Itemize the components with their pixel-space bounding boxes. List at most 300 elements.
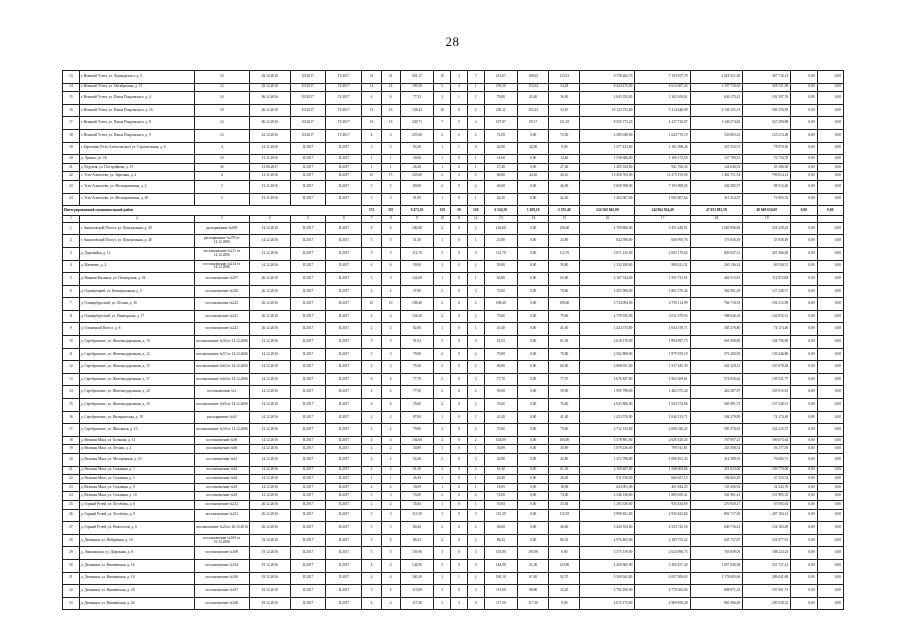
table-cell: д. Великая Мяса, ул. Сплавная, д. 8: [79, 483, 194, 492]
table-cell: 0,00: [817, 193, 844, 206]
table-cell: 1: [434, 155, 451, 164]
table-cell: 103,90: [484, 547, 518, 560]
table-cell: 79,80: [549, 348, 580, 361]
column-number: 5: [290, 216, 326, 223]
table-cell: 18,09: [549, 483, 580, 492]
table-cell: 30,89: [400, 445, 434, 454]
table-cell: 125 213,48: [743, 129, 791, 142]
table-cell: постановление №58 от 14.12.2006: [194, 424, 249, 437]
section-total: 1 209,10: [518, 206, 549, 216]
column-number: 15: [549, 216, 580, 223]
table-cell: 2: [381, 285, 400, 298]
table-cell: 0,00: [817, 172, 844, 181]
table-cell: 79,80: [484, 348, 518, 361]
table-cell: 79,80: [400, 348, 434, 361]
table-cell: 2 626 520,45: [635, 436, 690, 445]
table-cell: 822 590,00: [580, 235, 635, 248]
table-cell: д. Серебровские, ул. Железнодорожная, д. 20: [79, 386, 194, 399]
table-row: [63, 500, 844, 509]
table-cell: 77,50: [400, 386, 434, 399]
table-cell: 20: [63, 454, 80, 467]
table-cell: д. Серебровские, ул. Железнодорожная, д. 17: [79, 373, 194, 386]
table-cell: 0: [451, 298, 468, 311]
table-cell: II.2017: [326, 373, 362, 386]
table-cell: 2: [381, 445, 400, 454]
table-cell: 0,00: [817, 310, 844, 323]
table-cell: д. Лукино, ул. 16: [79, 155, 194, 164]
table-cell: 1 293 330,00: [580, 500, 635, 509]
table-cell: 60,00: [484, 172, 518, 181]
table-cell: 305 276,80: [690, 323, 743, 336]
table-cell: 2 635 806,00: [580, 399, 635, 412]
table-cell: 26.12.2016: [249, 310, 290, 323]
table-cell: 863 396,20: [690, 597, 743, 610]
table-cell: 74,00: [484, 492, 518, 501]
table-cell: 5: [381, 547, 400, 560]
table-cell: II.2017: [290, 386, 326, 399]
table-cell: 2: [467, 285, 484, 298]
table-cell: 941 760,43: [635, 163, 690, 172]
table-cell: 1: [434, 323, 451, 336]
table-row: [63, 117, 844, 130]
table-cell: 79,60: [549, 310, 580, 323]
table-cell: 5: [362, 547, 381, 560]
table-cell: 158,43: [400, 104, 434, 117]
table-cell: 67 005,04: [743, 500, 791, 509]
section-total: 144 964 924,40: [635, 206, 690, 216]
table-cell: 3: [434, 547, 451, 560]
table-cell: 1 644 770,19: [635, 129, 690, 142]
table-cell: 0,00: [791, 424, 817, 437]
table-cell: 0: [451, 310, 468, 323]
table-cell: 51,30: [400, 235, 434, 248]
table-cell: 4: [451, 83, 468, 92]
table-cell: 24: [63, 492, 80, 501]
table-cell: 1 995 798,00: [580, 386, 635, 399]
table-cell: 35,84: [400, 500, 434, 509]
table-cell: 0: [451, 445, 468, 454]
table-cell: 25,20: [549, 585, 580, 598]
table-cell: 265 136,12: [690, 260, 743, 273]
table-row: [63, 83, 844, 92]
table-cell: 0,00: [518, 163, 549, 172]
table-cell: 207 194,13: [743, 509, 791, 522]
table-cell: 441 120,12: [690, 361, 743, 374]
table-cell: 30: [63, 559, 80, 572]
table-cell: 14.12.2016: [249, 454, 290, 467]
table-cell: 2: [434, 260, 451, 273]
section-total: 371: [362, 206, 381, 216]
table-cell: 13.11.2016: [249, 193, 290, 206]
table-row: [63, 155, 844, 164]
table-cell: с. Усть-Алексеево, ул. Мелиоративная, д. 20: [79, 193, 194, 206]
table-cell: 117,30: [400, 597, 434, 610]
table-cell: 3: [451, 597, 468, 610]
table-cell: 19.12.2016: [249, 572, 290, 585]
table-cell: II.2017: [290, 373, 326, 386]
table-cell: 0: [451, 373, 468, 386]
table-cell: 11 275 193,00: [635, 172, 690, 181]
table-cell: 0: [451, 500, 468, 509]
table-cell: 2: [467, 361, 484, 374]
table-cell: д. Серебровские, ул. Железнодорожная, д. 12: [79, 348, 194, 361]
table-cell: 112 972,08: [743, 273, 791, 286]
table-cell: 12: [63, 361, 80, 374]
table-cell: 63 186,30: [743, 163, 791, 172]
table-cell: 14.12.2016: [249, 348, 290, 361]
table-cell: 0,00: [791, 273, 817, 286]
table-cell: 3: [381, 348, 400, 361]
section-total: 120: [467, 206, 484, 216]
table-cell: 115,39: [549, 509, 580, 522]
table-cell: 1: [63, 222, 80, 235]
table-cell: постановление №214 от 14.12.2006: [194, 260, 249, 273]
table-cell: II.2017: [290, 445, 326, 454]
table-cell: 14.12.2016: [249, 361, 290, 374]
table-cell: 104,00: [484, 436, 518, 445]
table-cell: 1: [434, 163, 451, 172]
table-cell: постановление №211: [194, 509, 249, 522]
table-cell: 13: [63, 71, 80, 84]
table-cell: 255,00: [400, 129, 434, 142]
table-cell: II.2017: [326, 522, 362, 535]
column-number: 14: [518, 216, 549, 223]
table-cell: постановление №212: [194, 500, 249, 509]
table-cell: 0,00: [817, 117, 844, 130]
table-cell: 45 938,49: [743, 235, 791, 248]
table-cell: II.2017: [290, 522, 326, 535]
table-cell: 1 423 570,00: [580, 411, 635, 424]
table-cell: 0,00: [817, 559, 844, 572]
table-cell: 79,60: [549, 424, 580, 437]
table-row: [63, 475, 844, 484]
table-cell: 14.12.2016: [249, 222, 290, 235]
table-cell: 12.12.2016: [249, 492, 290, 501]
column-number: 2: [79, 216, 194, 223]
table-body-bottom: [63, 222, 844, 610]
table-cell: д. Демьянки, ул. Фабричная, д. 16: [79, 534, 194, 547]
table-cell: 1: [381, 163, 400, 172]
table-cell: 61,30: [484, 466, 518, 475]
table-cell: 533 065,23: [690, 129, 743, 142]
table-cell: 47 233,54: [743, 475, 791, 484]
table-cell: 201 366,06: [743, 247, 791, 260]
table-cell: 1: [381, 155, 400, 164]
table-cell: 0,00: [518, 373, 549, 386]
table-cell: 92,70: [549, 572, 580, 585]
table-cell: 86,33: [484, 534, 518, 547]
table-cell: 0,00: [791, 399, 817, 412]
table-cell: постановление №63: [194, 483, 249, 492]
table-cell: 7 193 908,03: [635, 180, 690, 193]
table-cell: постановление №1: [194, 386, 249, 399]
table-cell: 14.12.2016: [249, 483, 290, 492]
table-row: [63, 193, 844, 206]
table-cell: 4: [451, 172, 468, 181]
table-cell: 16: [63, 104, 80, 117]
table-cell: II.2017: [326, 399, 362, 412]
table-cell: 0,00: [791, 572, 817, 585]
table-cell: 124 640,52: [690, 163, 743, 172]
table-cell: 109 779,08: [743, 466, 791, 475]
table-cell: 0,00: [518, 285, 549, 298]
table-cell: 3: [362, 193, 381, 206]
table-cell: 0,00: [518, 323, 549, 336]
table-cell: 2: [381, 483, 400, 492]
table-cell: 3: [194, 193, 249, 206]
table-cell: IV.2017: [326, 92, 362, 105]
column-number: 6: [326, 216, 362, 223]
table-cell: 113,00: [400, 585, 434, 598]
table-cell: 2: [467, 129, 484, 142]
table-cell: 0: [451, 411, 468, 424]
table-cell: 1: [467, 92, 484, 105]
section-total: 47 053 881,58: [690, 206, 743, 216]
table-cell: 59,00: [549, 386, 580, 399]
table-cell: 0,00: [549, 142, 580, 155]
table-cell: 26.12.2016: [249, 509, 290, 522]
table-cell: II.2017: [290, 492, 326, 501]
table-cell: 14.12.2016: [249, 399, 290, 412]
table-cell: 0,00: [791, 509, 817, 522]
table-cell: 4: [194, 142, 249, 155]
table-cell: 0,00: [817, 466, 844, 475]
table-cell: 169,63: [518, 71, 549, 84]
table-cell: д. Олинербургский, ул. Пионерская, д. 17: [79, 310, 194, 323]
table-cell: 796 814,12: [743, 172, 791, 181]
table-cell: 25: [63, 500, 80, 509]
table-row: [63, 445, 844, 454]
table-cell: 2 068 031,00: [580, 361, 635, 374]
table-cell: 1 472 788,00: [580, 454, 635, 467]
table-cell: 0,00: [791, 104, 817, 117]
table-cell: 1 265 934,00: [580, 163, 635, 172]
table-cell: II.2017: [326, 466, 362, 475]
table-cell: 0,00: [817, 483, 844, 492]
table-cell: 0: [451, 323, 468, 336]
table-cell: 2: [434, 386, 451, 399]
table-cell: II.2017: [290, 361, 326, 374]
table-cell: 188 223,24: [743, 547, 791, 560]
table-cell: 70,60: [549, 285, 580, 298]
table-cell: 42,20: [484, 193, 518, 206]
section-total: 159: [434, 206, 451, 216]
table-cell: 0,00: [518, 399, 549, 412]
table-cell: 139 246,86: [743, 348, 791, 361]
table-cell: постановление №57 от 14.12.2006: [194, 348, 249, 361]
table-cell: II.2017: [290, 585, 326, 598]
table-cell: 3: [381, 273, 400, 286]
table-cell: постановление №223: [194, 323, 249, 336]
table-row: [63, 235, 844, 248]
table-cell: II.2017: [290, 475, 326, 484]
table-cell: 7 414 448,90: [635, 104, 690, 117]
table-cell: 26.12.2016: [249, 273, 290, 286]
table-cell: 1: [451, 572, 468, 585]
table-cell: 32 343,78: [743, 483, 791, 492]
table-cell: 56 177,05: [743, 445, 791, 454]
table-cell: 2 502 888,00: [580, 348, 635, 361]
table-cell: 26.12.2016: [249, 104, 290, 117]
table-cell: 3: [362, 142, 381, 155]
table-cell: II.2017: [290, 559, 326, 572]
table-cell: 112,70: [549, 247, 580, 260]
table-cell: 2 778 565,04: [635, 585, 690, 598]
table-cell: 19.12.2016: [249, 534, 290, 547]
table-cell: 0,00: [518, 310, 549, 323]
table-cell: II.2017: [326, 180, 362, 193]
table-cell: 3: [434, 597, 451, 610]
table-cell: 3: [467, 585, 484, 598]
table-cell: II.2017: [290, 597, 326, 610]
table-cell: 1 462 575,44: [635, 386, 690, 399]
table-cell: 10: [63, 336, 80, 349]
table-cell: 0,00: [791, 129, 817, 142]
table-cell: III.2017: [290, 117, 326, 130]
table-cell: 0,00: [817, 260, 844, 273]
table-cell: 2: [434, 373, 451, 386]
table-cell: 6: [381, 92, 400, 105]
table-cell: 61,30: [400, 466, 434, 475]
table-cell: 133 456,92: [690, 483, 743, 492]
table-cell: 763 839,03: [690, 547, 743, 560]
table-cell: 0,00: [817, 142, 844, 155]
table-cell: 7 193 057,79: [635, 71, 690, 84]
table-cell: 0: [451, 522, 468, 535]
table-cell: 2: [467, 222, 484, 235]
table-cell: постановление №166: [194, 572, 249, 585]
table-cell: 0,00: [817, 83, 844, 92]
table-row: [63, 323, 844, 336]
table-cell: 527 299,98: [743, 117, 791, 130]
table-cell: 3: [467, 559, 484, 572]
table-cell: 0,00: [518, 454, 549, 467]
column-number: 13: [484, 216, 518, 223]
table-cell: 0: [451, 399, 468, 412]
table-cell: 112,70: [484, 247, 518, 260]
table-cell: 1: [467, 155, 484, 164]
table-cell: 0,00: [791, 260, 817, 273]
table-cell: 76,60: [400, 399, 434, 412]
table-cell: 0,00: [518, 348, 549, 361]
table-cell: 0,00: [549, 547, 580, 560]
table-cell: II.2017: [326, 163, 362, 172]
table-cell: 565 991,73: [690, 399, 743, 412]
table-cell: 1 464 507,00: [580, 193, 635, 206]
table-cell: 13: [362, 104, 381, 117]
table-cell: 1 044 519,71: [635, 323, 690, 336]
table-cell: 3: [194, 180, 249, 193]
table-cell: с. Усть-Алексеево, ул. Мелиоративная, д. 2: [79, 180, 194, 193]
table-cell: II.2017: [290, 285, 326, 298]
table-cell: 1 346 574,82: [690, 117, 743, 130]
table-cell: 127 790,31: [690, 155, 743, 164]
table-cell: 19.12.2016: [249, 559, 290, 572]
table-cell: 5 650 398,00: [580, 180, 635, 193]
table-cell: 197,87: [484, 117, 518, 130]
table-row: [63, 260, 844, 273]
table-cell: 3 575 159,00: [580, 547, 635, 560]
table-cell: 5: [381, 235, 400, 248]
table-cell: 4 459 665,00: [580, 559, 635, 572]
table-cell: 0,00: [817, 534, 844, 547]
table-cell: IV.2017: [326, 117, 362, 130]
table-cell: 69 536,51: [743, 260, 791, 273]
table-cell: II.2017: [326, 534, 362, 547]
table-cell: 2: [467, 534, 484, 547]
table-cell: 8: [63, 310, 80, 323]
table-cell: II.2017: [326, 336, 362, 349]
table-cell: II.2017: [326, 436, 362, 445]
table-cell: 43,40: [518, 92, 549, 105]
table-cell: 2 759 035,00: [580, 310, 635, 323]
table-cell: 0,00: [817, 509, 844, 522]
table-cell: 588 646,16: [690, 310, 743, 323]
table-cell: 98 513,40: [743, 180, 791, 193]
table-cell: 233 508,34: [690, 445, 743, 454]
table-cell: 5 509 041,00: [580, 572, 635, 585]
table-cell: II.2017: [290, 466, 326, 475]
table-cell: 0,00: [791, 492, 817, 501]
table-cell: д. Великая Мяса, ул. Сплавная, д. 10: [79, 492, 194, 501]
table-cell: 77,70: [549, 373, 580, 386]
table-cell: 0,00: [791, 386, 817, 399]
table-cell: 197 001,73: [743, 585, 791, 598]
table-cell: 0,00: [817, 71, 844, 84]
table-cell: 2 676 837,00: [580, 373, 635, 386]
table-cell: 2: [467, 399, 484, 412]
table-cell: II.2017: [290, 172, 326, 181]
table-cell: 1 963 309,61: [635, 373, 690, 386]
table-cell: 87,00: [400, 411, 434, 424]
table-cell: д. Демьянки, ул. Вишнёвская, д. 18: [79, 572, 194, 585]
table-cell: 123,90: [549, 559, 580, 572]
table-cell: 63,80: [549, 273, 580, 286]
table-cell: 2: [362, 361, 381, 374]
table-cell: II.2017: [290, 454, 326, 467]
table-cell: 2: [467, 180, 484, 193]
table-cell: 19: [63, 445, 80, 454]
table-cell: д. Матвеево, д. 2: [79, 260, 194, 273]
table-cell: 131,35: [549, 117, 580, 130]
table-cell: 314 589,35: [690, 454, 743, 467]
table-cell: 3 578 891,00: [580, 436, 635, 445]
table-cell: 79,60: [484, 424, 518, 437]
table-cell: 11: [63, 348, 80, 361]
table-cell: 2: [381, 361, 400, 374]
table-cell: 76 682,71: [743, 454, 791, 467]
table-cell: 36,00: [549, 92, 580, 105]
table-cell: 71 065,35: [743, 193, 791, 206]
table-cell: 0,00: [518, 129, 549, 142]
table-cell: II.2017: [326, 273, 362, 286]
table-cell: 10: [362, 172, 381, 181]
table-cell: 562 901,29: [690, 285, 743, 298]
table-cell: 54,28: [549, 83, 580, 92]
table-cell: 0,00: [518, 222, 549, 235]
table-row: [63, 336, 844, 349]
table-cell: II.2017: [326, 142, 362, 155]
table-cell: II.2017: [290, 547, 326, 560]
table-cell: 1: [467, 235, 484, 248]
table-cell: 42,80: [484, 454, 518, 467]
table-cell: 4: [63, 260, 80, 273]
table-row: [63, 585, 844, 598]
table-cell: 1 424 574,00: [580, 323, 635, 336]
table-cell: 115,39: [484, 509, 518, 522]
table-cell: 59,17: [518, 117, 549, 130]
table-cell: 2: [381, 500, 400, 509]
